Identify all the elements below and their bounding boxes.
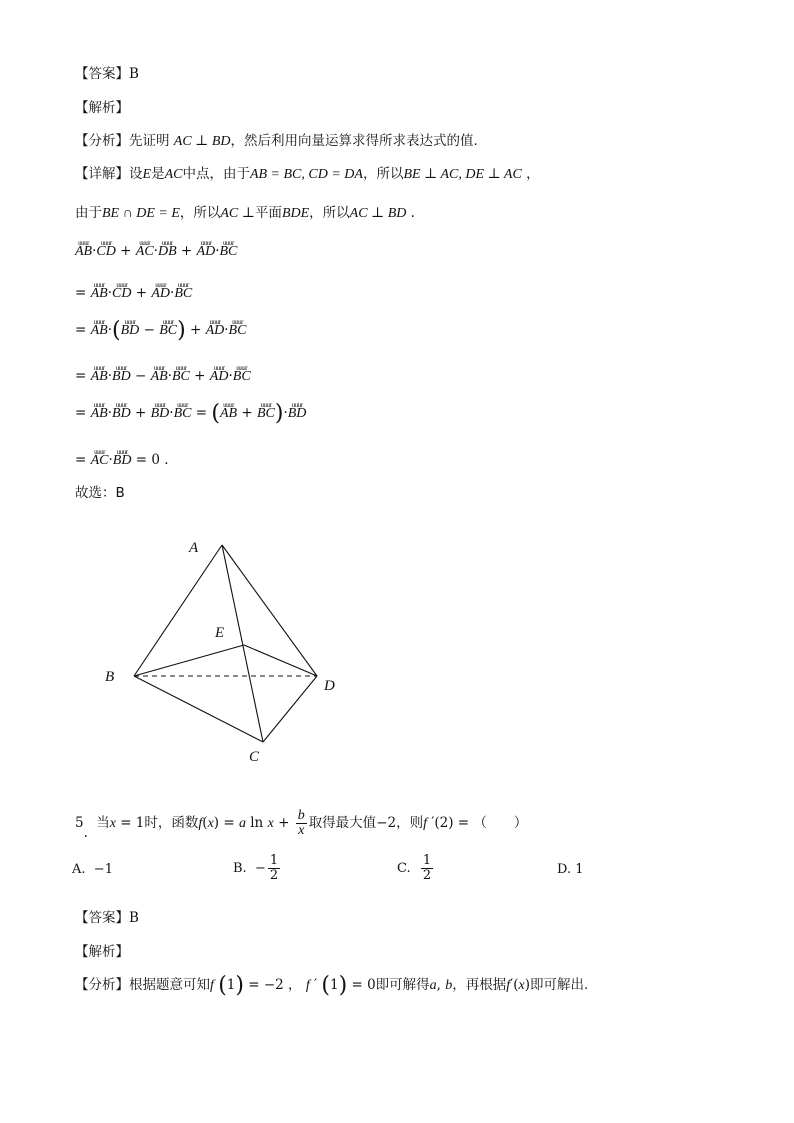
- answer-value: B: [129, 66, 139, 82]
- math-ac-perp-bd: AC ⊥ BD: [173, 134, 231, 149]
- q5-analysis-heading: 【解析】: [75, 944, 129, 960]
- label-e: E: [215, 625, 225, 641]
- fenxi-tag: 【分析】: [75, 133, 129, 149]
- label-a: A: [189, 540, 199, 556]
- xiangjie-tag: 【详解】: [75, 166, 129, 182]
- option-c[interactable]: C. $\frac{1}{2}$: [397, 853, 432, 883]
- answer-tag: 【答案】: [75, 910, 129, 926]
- q5-number: 5: [75, 815, 84, 831]
- answer-value: B: [129, 910, 139, 926]
- vector-eq-5: = uuur AB·uuur BD + uuur BD·uuur BC = (uuur AB + uuur BC)·uuur BD: [75, 403, 306, 424]
- vector-eq-4: = uuur AB·uuur BD − uuur AB·uuur BC + uuur AD·uuur BC: [75, 366, 251, 387]
- q4-fenxi-line: 【分析】先证明 AC ⊥ BD，然后利用向量运算求得所求表达式的值.: [75, 133, 478, 149]
- option-a[interactable]: A. −1: [72, 862, 113, 877]
- fenxi-tag: 【分析】: [75, 977, 129, 993]
- vector-eq-2: = uuur AB·uuur CD + uuur AD·uuur BC: [75, 283, 192, 304]
- q5-stem: 5. 当x = 1时，函数f(x) = a ln x + $\frac{b}{x}$ 取得最大值−2，则f ′(2) = （ ）: [75, 808, 528, 841]
- option-d[interactable]: D. 1: [557, 862, 584, 877]
- q4-xiangjie-line: 【详解】设E是AC中点，由于AB = BC, CD = DA，所以BE ⊥ AC, DE ⊥ AC ，: [75, 166, 540, 182]
- q5-answer-line: [75, 908, 139, 928]
- q4-line2: 由于BE ∩ DE = E，所以AC ⊥平面BDE，所以AC ⊥ BD .: [75, 205, 415, 221]
- label-c: C: [249, 749, 260, 765]
- q4-choice: 故选：B: [75, 485, 125, 501]
- segment-be: [134, 645, 244, 676]
- edge-ac: [222, 545, 263, 742]
- label-d: D: [324, 678, 335, 694]
- tetrahedron-figure: [95, 530, 355, 775]
- edge-ab: [134, 545, 225, 676]
- q4-answer-line: [75, 64, 139, 84]
- q5-fenxi-line: 【分析】根据题意可知f (1) = −2 ， f ′ (1) = 0即可解得a, b，再根据f′(x)即可解出.: [75, 973, 589, 998]
- q4-analysis-heading: 【解析】: [75, 100, 129, 116]
- edge-cd: [263, 676, 317, 742]
- vector-eq-1: uuur AB·uuur CD + uuur AC·uuur DB + uuur AD·uuur BC: [75, 241, 237, 262]
- vector-eq-3: = uuur AB·(uuur BD − uuur BC) + uuur AD·uuur BC: [75, 320, 246, 341]
- vector-eq-6: = uuur AC·uuur BD = 0 .: [75, 450, 169, 471]
- option-b[interactable]: B. − $\frac{1}{2}$: [233, 853, 279, 883]
- edge-bc: [134, 676, 263, 742]
- label-b: B: [105, 669, 115, 685]
- answer-tag: 【答案】: [75, 66, 129, 82]
